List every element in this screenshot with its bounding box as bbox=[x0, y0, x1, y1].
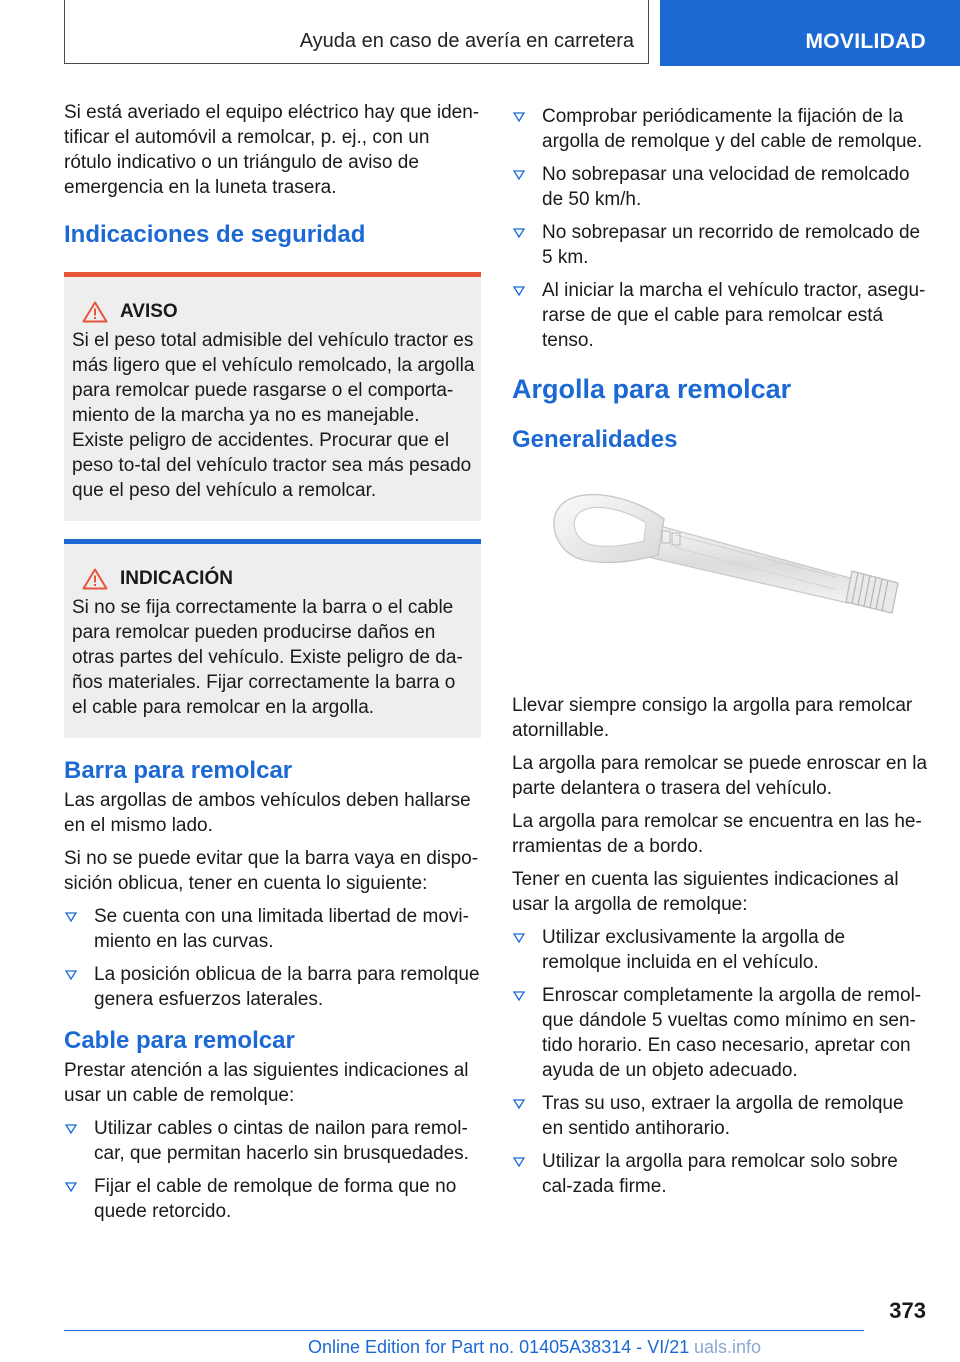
triangle-bullet-icon bbox=[64, 904, 78, 929]
triangle-bullet-icon bbox=[64, 1174, 78, 1199]
tow-cable-paragraph-1: Prestar atención a las siguientes indicaciones al usar un cable de remolque: bbox=[64, 1060, 469, 1106]
header-chapter-title: MOVILIDAD bbox=[805, 30, 926, 53]
warning-title: AVISO bbox=[120, 301, 178, 322]
triangle-bullet-icon bbox=[512, 278, 526, 303]
list-item bbox=[64, 962, 481, 1012]
list-item bbox=[512, 104, 928, 154]
notice-title: INDICACIÓN bbox=[120, 568, 233, 589]
list-item bbox=[512, 1149, 928, 1199]
list-item-text: Utilizar la argolla para remolcar solo sobre cal-zada firme. bbox=[542, 1151, 898, 1197]
list-item-text: Fijar el cable de remolque de forma que no quede retorcido. bbox=[94, 1176, 457, 1222]
warning-body: Si el peso total admisible del vehículo tractor es más ligero que el vehículo remolcado, la argolla para remolcar puede rasgarse o el comporta-miento de la marcha ya no es manejable. Existe peligro de accidentes. Procurar que el peso to-tal del vehículo tractor sea más pesado que el peso del vehículo a remolcar. bbox=[72, 330, 475, 501]
list-item bbox=[512, 983, 928, 1083]
tow-eye-paragraph-4: Tener en cuenta las siguientes indicaciones al usar la argolla de remolque: bbox=[512, 869, 899, 915]
list-item bbox=[512, 1091, 928, 1141]
list-item bbox=[64, 904, 481, 954]
triangle-bullet-icon bbox=[512, 220, 526, 245]
list-item-text: Tras su uso, extraer la argolla de remolque en sentido antihorario. bbox=[542, 1093, 904, 1139]
triangle-bullet-icon bbox=[512, 983, 526, 1008]
left-column bbox=[64, 100, 481, 1234]
footer-watermark: uals.info bbox=[694, 1337, 762, 1357]
list-item-text: Utilizar exclusivamente la argolla de remolque incluida en el vehículo. bbox=[542, 927, 846, 973]
notice-box bbox=[64, 539, 481, 738]
list-item-text: La posición oblicua de la barra para remolque genera esfuerzos laterales. bbox=[94, 964, 480, 1010]
warning-box bbox=[64, 272, 481, 521]
page-number: 373 bbox=[889, 1298, 926, 1323]
tow-bar-paragraph-1: Las argollas de ambos vehículos deben hallarse en el mismo lado. bbox=[64, 790, 471, 836]
list-item bbox=[512, 162, 928, 212]
footer-edition: Online Edition for Part no. 01405A38314 - VI/21 bbox=[308, 1337, 690, 1357]
tow-eye-paragraph-1: Llevar siempre consigo la argolla para remolcar atornillable. bbox=[512, 695, 913, 741]
tow-cable-list bbox=[64, 1116, 481, 1224]
tow-eye-paragraph-3: La argolla para remolcar se encuentra en las he-rramientas de a bordo. bbox=[512, 811, 922, 857]
tow-bar-list bbox=[64, 904, 481, 1012]
triangle-bullet-icon bbox=[64, 1116, 78, 1141]
triangle-bullet-icon bbox=[512, 104, 526, 129]
tow-bar-heading: Barra para remolcar bbox=[64, 757, 293, 784]
header-section-box bbox=[64, 0, 649, 64]
header-chapter-tab bbox=[660, 0, 960, 66]
notice-header bbox=[72, 544, 475, 591]
tow-cable-list-continued bbox=[512, 104, 928, 353]
tow-eye-image bbox=[536, 461, 916, 681]
notice-body: Si no se fija correctamente la barra o el cable para remolcar pueden producirse daños en otras partes del vehículo. Existe peligro de da-ños materiales. Fijar correctamente la barra o el cable para remolcar en la argolla. bbox=[72, 597, 463, 718]
list-item bbox=[64, 1174, 481, 1224]
list-item bbox=[512, 220, 928, 270]
triangle-bullet-icon bbox=[512, 925, 526, 950]
list-item-text: Comprobar periódicamente la fijación de la argolla de remolque y del cable de remolque. bbox=[542, 106, 923, 152]
list-item-text: Enroscar completamente la argolla de remol-que dándole 5 vueltas como mínimo en sen-tido horario. En caso necesario, apretar con ayuda de un objeto adecuado. bbox=[542, 985, 922, 1081]
list-item bbox=[64, 1116, 481, 1166]
triangle-bullet-icon bbox=[512, 162, 526, 187]
tow-cable-heading: Cable para remolcar bbox=[64, 1027, 295, 1054]
tow-bar-paragraph-2: Si no se puede evitar que la barra vaya en dispo-sición oblicua, tener en cuenta lo siguiente: bbox=[64, 848, 479, 894]
list-item-text: No sobrepasar una velocidad de remolcado de 50 km/h. bbox=[542, 164, 910, 210]
triangle-bullet-icon bbox=[64, 962, 78, 987]
triangle-bullet-icon bbox=[512, 1091, 526, 1116]
warning-triangle-icon bbox=[82, 301, 108, 323]
right-column bbox=[512, 100, 928, 1209]
list-item bbox=[512, 925, 928, 975]
safety-heading: Indicaciones de seguridad bbox=[64, 221, 366, 248]
list-item bbox=[512, 278, 928, 353]
intro-paragraph: Si está averiado el equipo eléctrico hay que iden-tificar el automóvil a remolcar, p. ej., con un rótulo indicativo o un triángulo de aviso de emergencia en la luneta trasera. bbox=[64, 102, 480, 198]
triangle-bullet-icon bbox=[512, 1149, 526, 1174]
general-heading: Generalidades bbox=[512, 426, 678, 453]
header-section-title: Ayuda en caso de avería en carretera bbox=[299, 30, 634, 52]
page-header bbox=[0, 0, 960, 66]
list-item-text: Al iniciar la marcha el vehículo tractor, asegu-rarse de que el cable para remolcar está tenso. bbox=[542, 280, 926, 351]
list-item-text: Utilizar cables o cintas de nailon para remol-car, que permitan hacerlo sin brusquedades. bbox=[94, 1118, 469, 1164]
tow-eye-list bbox=[512, 925, 928, 1199]
warning-header bbox=[72, 277, 475, 324]
list-item-text: No sobrepasar un recorrido de remolcado de 5 km. bbox=[542, 222, 921, 268]
footer-divider bbox=[64, 1330, 864, 1331]
tow-eye-heading: Argolla para remolcar bbox=[512, 374, 792, 404]
tow-eye-paragraph-2: La argolla para remolcar se puede enroscar en la parte delantera o trasera del vehículo. bbox=[512, 753, 928, 799]
list-item-text: Se cuenta con una limitada libertad de movi-miento en las curvas. bbox=[94, 906, 469, 952]
notice-triangle-icon bbox=[82, 568, 108, 590]
